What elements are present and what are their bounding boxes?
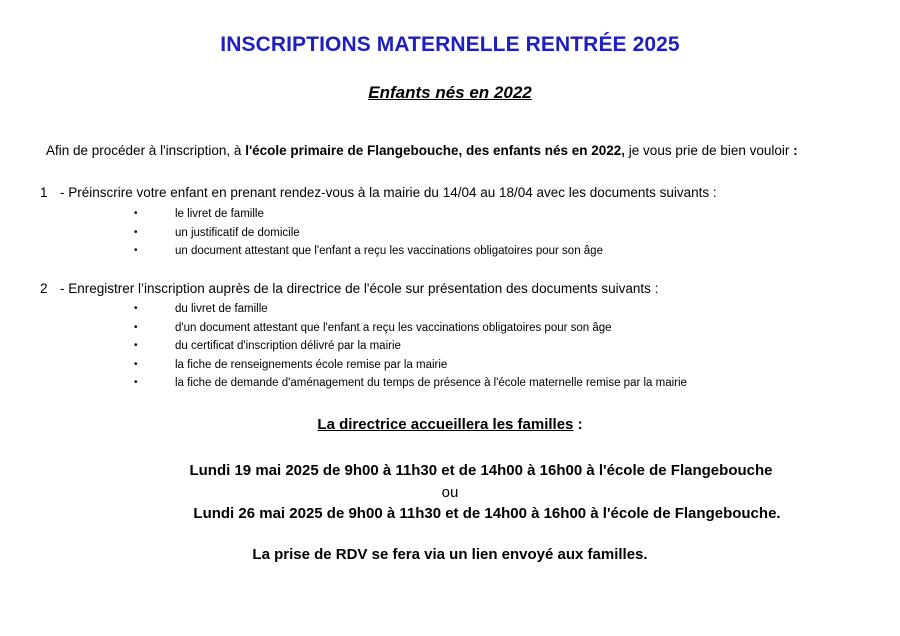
list-item <box>0 224 603 243</box>
list-item-text: le livret de famille <box>175 208 264 220</box>
step-1-document-list <box>0 205 603 261</box>
list-item <box>0 356 687 375</box>
step-2-document-list <box>0 300 687 393</box>
intro-suffix: je vous prie de bien vouloir <box>625 143 794 158</box>
list-item <box>0 319 687 338</box>
bullet-icon: • <box>134 303 138 314</box>
list-item <box>0 337 687 356</box>
list-item <box>0 300 687 319</box>
welcome-text: La directrice accueillera les familles <box>317 416 574 433</box>
welcome-heading <box>0 416 900 433</box>
step-1-number: 1 <box>40 185 48 200</box>
list-item-text: un justificatif de domicile <box>175 226 300 239</box>
list-item-text: un document attestant que l'enfant a reçu les vaccinations obligatoires pour son âge <box>175 245 603 257</box>
rdv-note: La prise de RDV se fera via un lien envoyé aux familles. <box>252 546 648 563</box>
intro-prefix: Afin de procéder à l'inscription, à <box>46 143 246 158</box>
bullet-icon: • <box>134 340 138 351</box>
list-item-text: du certificat d'inscription délivré par la mairie <box>175 340 401 352</box>
page-subtitle: Enfants nés en 2022 <box>368 83 532 102</box>
step-1 <box>40 185 717 200</box>
bullet-icon: • <box>134 226 138 238</box>
bullet-icon: • <box>134 358 138 370</box>
schedule-second: Lundi 26 mai 2025 de 9h00 à 11h30 et de 14h00 à 16h00 à l'école de Flangebouche. <box>193 505 781 522</box>
welcome-colon: : <box>573 416 583 433</box>
bullet-icon: • <box>134 245 138 256</box>
intro-colon: : <box>793 143 798 158</box>
list-item <box>0 242 603 261</box>
list-item <box>0 205 603 224</box>
step-2-text: - Enregistrer l’inscription auprès de la directrice de l'école sur présentation des documents suivants : <box>60 281 659 296</box>
list-item-text: d'un document attestant que l'enfant a reçu les vaccinations obligatoires pour son âge <box>175 321 612 334</box>
list-item-text: la fiche de renseignements école remise par la mairie <box>175 358 448 371</box>
bullet-icon: • <box>134 208 138 219</box>
bullet-icon: • <box>134 377 138 388</box>
list-item-text: la fiche de demande d'aménagement du temps de présence à l'école maternelle remise par la mairie <box>175 377 687 389</box>
step-2 <box>40 281 658 296</box>
step-1-text: - Préinscrire votre enfant en prenant rendez-vous à la mairie du 14/04 au 18/04 avec les documents suivants : <box>60 185 717 200</box>
intro-bold: l'école primaire de Flangebouche, des enfants nés en 2022, <box>245 143 626 158</box>
bullet-icon: • <box>134 321 138 333</box>
page-title: INSCRIPTIONS MATERNELLE RENTRÉE 2025 <box>220 33 680 56</box>
intro-paragraph <box>46 143 798 158</box>
list-item-text: du livret de famille <box>175 303 268 315</box>
step-2-number: 2 <box>40 281 48 296</box>
schedule-or: ou <box>441 484 459 501</box>
list-item <box>0 374 687 393</box>
schedule-first: Lundi 19 mai 2025 de 9h00 à 11h30 et de 14h00 à 16h00 à l'école de Flangebouche <box>189 462 773 479</box>
